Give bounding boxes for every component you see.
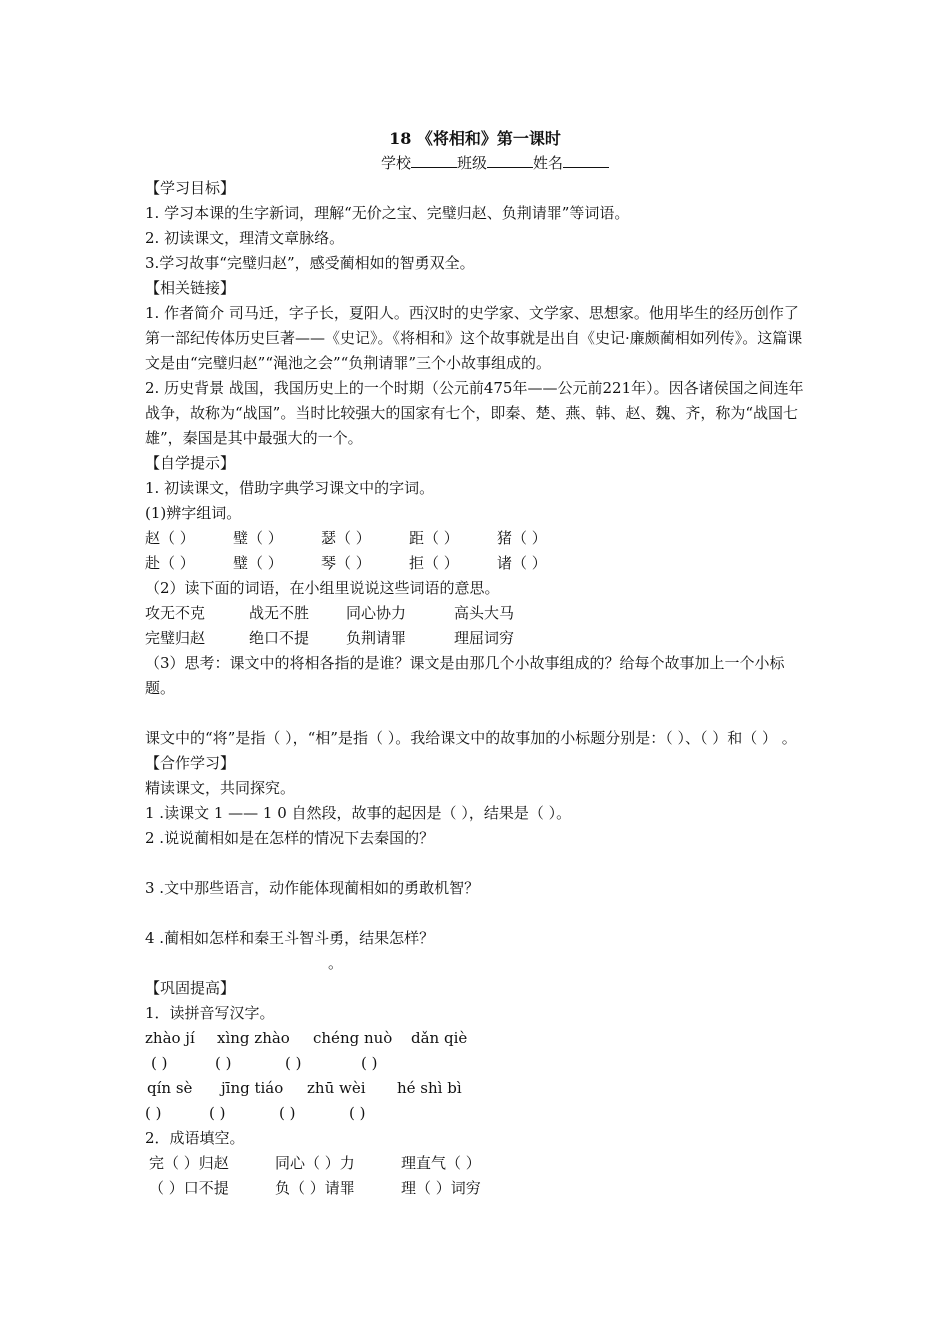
word-item: 攻无不克 xyxy=(145,604,206,622)
char-item: 璧（ ） xyxy=(233,529,283,547)
answer-blank[interactable]: ( ) xyxy=(285,1054,302,1072)
char-item: 瑟（ ） xyxy=(321,529,371,547)
class-label: 班级 xyxy=(456,154,487,172)
coop-intro: 精读课文，共同探究。 xyxy=(145,779,296,797)
links-heading: 【相关链接】 xyxy=(145,279,236,297)
pinyin-task: 1．读拼音写汉字。 xyxy=(145,1004,275,1022)
char-row xyxy=(145,551,810,576)
word-row xyxy=(145,601,810,626)
char-compare-title: (1)辨字组词。 xyxy=(145,504,242,522)
char-row xyxy=(145,526,810,551)
char-item: 赵（ ） xyxy=(145,529,195,547)
answer-blank[interactable]: ( ) xyxy=(209,1104,226,1122)
answer-blank[interactable]: ( ) xyxy=(349,1104,366,1122)
char-item: 诸（ ） xyxy=(497,554,547,572)
pinyin-item: dǎn qiè xyxy=(411,1029,468,1047)
page-title: 18 《将相和》第一课时 xyxy=(389,129,561,148)
char-item: 猪（ ） xyxy=(497,529,547,547)
self-study-intro: 1. 初读课文，借助字典学习课文中的字词。 xyxy=(145,479,435,497)
answer-blank[interactable]: ( ) xyxy=(215,1054,232,1072)
blank-row xyxy=(145,1051,810,1076)
word-item: 同心协力 xyxy=(346,604,407,622)
pinyin-row xyxy=(145,1026,810,1051)
idiom-row xyxy=(145,1176,810,1201)
char-item: 拒（ ） xyxy=(409,554,459,572)
pinyin-item: jīng tiáo xyxy=(221,1079,284,1097)
idiom-row xyxy=(145,1151,810,1176)
coop-question: 1 .读课文 1 —— 1 0 自然段，故事的起因是（ ），结果是（ ）。 xyxy=(145,804,572,822)
word-item: 完璧归赵 xyxy=(145,629,206,647)
pinyin-item: zhū wèi xyxy=(307,1079,366,1097)
think-question: （3）思考：课文中的将相各指的是谁？课文是由那几个小故事组成的？给每个故事加上一个小标题。 xyxy=(145,654,785,697)
blank-row xyxy=(145,1101,810,1126)
consolidate-heading: 【巩固提高】 xyxy=(145,979,236,997)
idiom-task: 2．成语填空。 xyxy=(145,1129,245,1147)
coop-question: 4 .蔺相如怎样和秦王斗智斗勇，结果怎样？ xyxy=(145,929,435,947)
answer-space xyxy=(145,901,810,926)
pinyin-item: qín sè xyxy=(147,1079,193,1097)
word-item: 战无不胜 xyxy=(249,604,310,622)
answer-blank[interactable]: ( ) xyxy=(361,1054,378,1072)
self-study-heading: 【自学提示】 xyxy=(145,454,236,472)
idiom-item: 同心（ ）力 xyxy=(275,1154,355,1172)
pinyin-item: chéng nuò xyxy=(313,1029,393,1047)
goal-item: 3.学习故事“完璧归赵”，感受蔺相如的智勇双全。 xyxy=(145,254,475,272)
idiom-item: 完（ ）归赵 xyxy=(149,1154,229,1172)
idiom-item: （ ）口不提 xyxy=(149,1179,229,1197)
answer-space xyxy=(145,851,810,876)
word-item: 负荆请罪 xyxy=(346,629,407,647)
char-item: 璧（ ） xyxy=(233,554,283,572)
coop-heading: 【合作学习】 xyxy=(145,754,236,772)
char-item: 距（ ） xyxy=(409,529,459,547)
word-meaning-title: （2）读下面的词语，在小组里说说这些词语的意思。 xyxy=(145,579,500,597)
pinyin-row xyxy=(145,1076,810,1101)
answer-line: 课文中的“将”是指（ ），“相”是指（ ）。我给课文中的故事加的小标题分别是：（ ）、（ ）和（ ） 。 xyxy=(145,729,797,747)
worksheet-content xyxy=(145,176,810,1201)
word-row xyxy=(145,626,810,651)
word-item: 理屈词穷 xyxy=(454,629,515,647)
coop-question: 2 .说说蔺相如是在怎样的情况下去秦国的？ xyxy=(145,829,435,847)
answer-blank[interactable]: ( ) xyxy=(279,1104,296,1122)
char-item: 赴（ ） xyxy=(145,554,195,572)
history-background: 2. 历史背景 战国，我国历史上的一个时期（公元前475年——公元前221年）。因各诸侯国之间连年战争，故称为“战国”。当时比较强大的国家有七个，即秦、楚、燕、韩、赵、魏、齐，称为“战国七雄”，秦国是其中最强大的一个。 xyxy=(145,379,804,447)
question-end-mark: 。 xyxy=(328,954,344,972)
name-blank[interactable] xyxy=(563,153,609,168)
idiom-item: 负（ ）请罪 xyxy=(275,1179,355,1197)
class-blank[interactable] xyxy=(487,153,533,168)
pinyin-item: xìng zhào xyxy=(217,1029,290,1047)
idiom-item: 理直气（ ） xyxy=(401,1154,481,1172)
student-info-line xyxy=(0,152,950,173)
answer-blank[interactable]: ( ) xyxy=(145,1104,162,1122)
answer-space xyxy=(145,701,810,726)
pinyin-item: hé shì bì xyxy=(397,1079,462,1097)
coop-question: 3 .文中那些语言，动作能体现蔺相如的勇敢机智？ xyxy=(145,879,480,897)
name-label: 姓名 xyxy=(533,154,564,172)
author-intro: 1. 作者简介 司马迁，字子长，夏阳人。西汉时的史学家、文学家、思想家。他用毕生的经历创作了第一部纪传体历史巨著——《史记》。《将相和》这个故事就是出自《史记·廉颇蔺相如列传》。这篇课文是由“完璧归赵”“渑池之会”“负荆请罪”三个小故事组成的。 xyxy=(145,304,803,372)
school-label: 学校 xyxy=(380,154,411,172)
goals-heading: 【学习目标】 xyxy=(145,179,236,197)
word-item: 绝口不提 xyxy=(249,629,310,647)
answer-blank[interactable]: ( ) xyxy=(151,1054,168,1072)
pinyin-item: zhào jí xyxy=(145,1029,195,1047)
char-item: 琴（ ） xyxy=(321,554,371,572)
word-item: 高头大马 xyxy=(454,604,515,622)
goal-item: 2. 初读课文，理清文章脉络。 xyxy=(145,229,345,247)
school-blank[interactable] xyxy=(411,153,457,168)
idiom-item: 理（ ）词穷 xyxy=(401,1179,481,1197)
goal-item: 1. 学习本课的生字新词，理解“无价之宝、完璧归赵、负荆请罪”等词语。 xyxy=(145,204,630,222)
